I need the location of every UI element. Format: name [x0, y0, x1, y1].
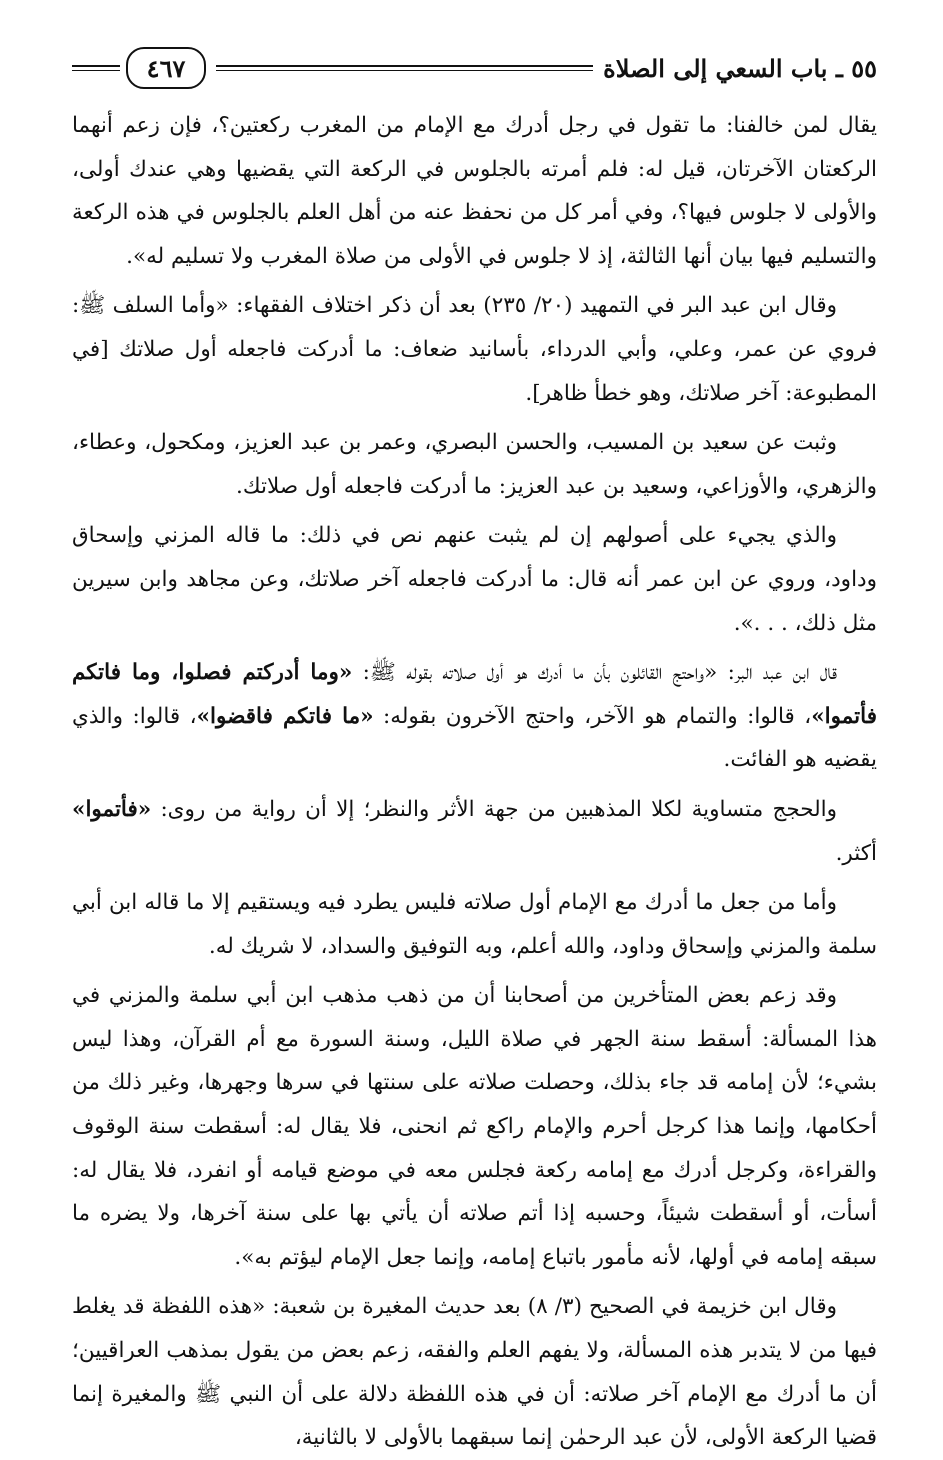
paragraph [72, 421, 877, 508]
chapter-title: ٥٥ ـ باب السعي إلى الصلاة [603, 53, 877, 83]
paragraph [72, 974, 877, 1279]
text-run: وقد زعم بعض المتأخرين من أصحابنا أن من ذهب مذهب ابن أبي سلمة والمزني في هذا المسألة: أسقط سنة الجهر في صلاة الليل، وسنة السورة مع أم القرآن، وهذا ليس بشيء؛ لأن إمامه قد جاء بذلك، وحصلت صلاته على سنتها في سرها وجهرها، وغير ذلك من أحكامها، وإنما هذا كرجل أحرم والإمام راكع ثم انحنى، فلا يقال له: أسقطت سنة الوقوف والقراءة، وكرجل أدرك مع إمامه ركعة فجلس معه في موضع قيامه أو انفرد، فلا يقال له: أسأت، أو أسقطت شيئاً، وحسبه إذا أتم صلاته أن يأتي بها على سنة آخرها، ولا يضره ما سبقه إمامه في أولها، لأنه مأمور باتباع إمامه، وإنما جعل الإمام ليؤتم به». [72, 983, 877, 1270]
paragraph [72, 284, 877, 415]
text-run: يقال لمن خالفنا: ما تقول في رجل أدرك مع الإمام من المغرب ركعتين؟، فإن زعم أنهما الركعتان الآخرتان، قيل له: فلم أمرته بالجلوس في الركعة التي يقضيها وهي عندك أولى، والأولى لا جلوس فيها؟، وفي أمر كل من نحفظ عنه من أهل العلم بالجلوس في هذه الركعة والتسليم فيها بيان أنها الثالثة، إذ لا جلوس في الأولى من صلاة المغرب ولا تسليم له». [72, 113, 877, 269]
text-run: وأما من جعل ما أدرك مع الإمام أول صلاته فليس يطرد فيه ويستقيم إلا ما قاله ابن أبي سلمة والمزني وإسحاق وداود، والله أعلم، وبه التوفيق والسداد، لا شريك له. [72, 890, 877, 959]
page-header [72, 38, 877, 98]
page-number-ornament [72, 47, 206, 89]
text-run: وقال ابن عبد البر في التمهيد (٢٠/ ٢٣٥) بعد أن ذكر اختلاف الفقهاء: «وأما السلف ﷺ: فروي عن عمر، وعلي، وأبي الدرداء، بأسانيد ضعاف: ما أدركت فاجعله أول صلاتك [في المطبوعة: آخر صلاتك، وهو خطأ ظاهر]. [72, 293, 877, 406]
header-rule [216, 65, 593, 71]
paragraph [72, 514, 877, 645]
body-text [72, 104, 877, 1460]
text-run: والذي يجيء على أصولهم إن لم يثبت عنهم نص في ذلك: ما قاله المزني وإسحاق وداود، وروي عن ابن عمر أنه قال: ما أدركت فاجعله آخر صلاتك، وعن مجاهد وابن سيرين مثل ذلك، . . .». [72, 523, 877, 636]
text-run: أكثر. [835, 840, 877, 866]
paragraph [72, 1285, 877, 1459]
text-run: ، قالوا: والذي يقضيه هو الفائت. [72, 703, 877, 773]
text-run: قال ابن عبد البر: «واحتج القائلون بأن ما أدرك هو أول صلاته بقوله ﷺ: [352, 660, 837, 686]
page-number: ٤٦٧ [126, 47, 206, 89]
text-run: ، قالوا: والتمام هو الآخر، واحتج الآخرون بقوله: [373, 703, 812, 729]
paragraph [72, 881, 877, 968]
paragraph [72, 651, 877, 782]
header-rule-short [72, 65, 120, 71]
paragraph [72, 104, 877, 278]
hadith-quote: «وما أدركتم فصلوا، وما فاتكم فأتموا» [72, 660, 877, 729]
paragraph [72, 788, 877, 875]
text-run: وقال ابن خزيمة في الصحيح (٣/ ٨) بعد حديث المغيرة بن شعبة: «هذه اللفظة قد يغلط فيها من لا يتدبر هذه المسألة، ولا يفهم العلم والفقه، زعم بعض من يقول بمذهب العراقيين؛ أن ما أدرك مع الإمام آخر صلاته: أن في هذه اللفظة دلالة على أن النبي ﷺ والمغيرة إنما قضيا الركعة الأولى، لأن عبد الرحمٰن إنما سبقهما بالأولى لا بالثانية، [72, 1294, 877, 1451]
hadith-quote: «فأتموا» [72, 796, 152, 822]
hadith-quote: «ما فاتكم فاقضوا» [196, 703, 374, 729]
text-run: والحجج متساوية لكلا المذهبين من جهة الأثر والنظر؛ إلا أن رواية من روى: [151, 796, 837, 822]
text-run: وثبت عن سعيد بن المسيب، والحسن البصري، وعمر بن عبد العزيز، ومكحول، وعطاء، والزهري، والأوزاعي، وسعيد بن عبد العزيز: ما أدركت فاجعله أول صلاتك. [72, 430, 877, 499]
